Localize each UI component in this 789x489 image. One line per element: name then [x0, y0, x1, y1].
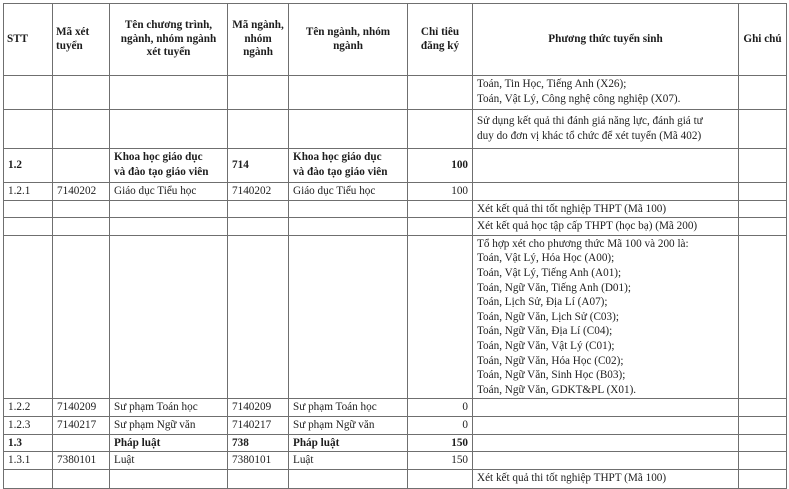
- cell-empty: [53, 110, 110, 149]
- combo-line: Toán, Lịch Sử, Địa Lí (A07);: [477, 296, 608, 309]
- table-row: [4, 149, 787, 183]
- header-ten-chuong-trinh: Tên chương trình, ngành, nhóm ngành xét tuyển: [110, 4, 228, 76]
- cell-note: [739, 434, 787, 452]
- cell-quota: 150: [408, 452, 473, 470]
- cell-note: [739, 218, 787, 236]
- cell-empty: [408, 110, 473, 149]
- cell-quota: 100: [408, 183, 473, 201]
- header-ghi-chu: Ghi chú: [739, 4, 787, 76]
- cell-empty: [289, 200, 408, 218]
- table-row: [4, 452, 787, 470]
- major-line: Khoa học giáo dục: [293, 151, 382, 163]
- combo-line: Toán, Ngữ Văn, GDKT&PL (X01).: [477, 383, 637, 396]
- cell-method: [473, 183, 739, 201]
- cell-empty: [289, 110, 408, 149]
- cell-stt: 1.2.2: [4, 399, 53, 417]
- cell-empty: [228, 110, 289, 149]
- major-line: và đào tạo giáo viên: [293, 165, 388, 178]
- cell-code: [53, 434, 110, 452]
- cell-major-code: 7140217: [228, 416, 289, 434]
- header-ma-xet-tuyen: Mã xét tuyển: [53, 4, 110, 76]
- cell-empty: [228, 470, 289, 489]
- combo-line: Toán, Ngữ Văn, Hóa Học (C02);: [477, 354, 624, 367]
- cell-empty: [53, 200, 110, 218]
- table-row: [4, 399, 787, 417]
- combo-line: Toán, Ngữ Văn, Vật Lý (C01);: [477, 339, 615, 352]
- cell-note: [739, 149, 787, 183]
- cell-note: [739, 110, 787, 149]
- cell-note: [739, 452, 787, 470]
- program-line: và đào tạo giáo viên: [114, 165, 209, 178]
- cell-stt: 1.2.1: [4, 183, 53, 201]
- cell-empty: [289, 218, 408, 236]
- table-row: [4, 416, 787, 434]
- cell-empty: [4, 110, 53, 149]
- header-ma-nganh: Mã ngành, nhóm ngành: [228, 4, 289, 76]
- cell-empty: [110, 218, 228, 236]
- cell-empty: [228, 235, 289, 399]
- method-line: Sử dụng kết quả thi đánh giá năng lực, đánh giá tư: [477, 115, 703, 127]
- cell-empty: [408, 200, 473, 218]
- cell-note: [739, 183, 787, 201]
- cell-empty: [228, 200, 289, 218]
- cell-method: Xét kết quả thi tốt nghiệp THPT (Mã 100): [473, 470, 739, 489]
- cell-major: Giáo dục Tiểu học: [289, 183, 408, 201]
- cell-empty: [110, 235, 228, 399]
- cell-empty: [110, 76, 228, 110]
- table-row: [4, 235, 787, 399]
- cell-code: 7140217: [53, 416, 110, 434]
- cell-empty: [289, 470, 408, 489]
- cell-stt: 1.2.3: [4, 416, 53, 434]
- cell-empty: [53, 76, 110, 110]
- cell-program: Giáo dục Tiểu học: [110, 183, 228, 201]
- cell-quota: 0: [408, 399, 473, 417]
- cell-major: Luật: [289, 452, 408, 470]
- cell-empty: [228, 218, 289, 236]
- cell-empty: [110, 110, 228, 149]
- combo-line: Toán, Ngữ Văn, Tiếng Anh (D01);: [477, 281, 631, 294]
- cell-empty: [408, 470, 473, 489]
- cell-stt: 1.3: [4, 434, 53, 452]
- cell-note: [739, 200, 787, 218]
- cell-empty: [4, 218, 53, 236]
- cell-major-code: 7140202: [228, 183, 289, 201]
- cell-major: Sư phạm Ngữ văn: [289, 416, 408, 434]
- table-row: [4, 110, 787, 149]
- cell-major-code: 7140209: [228, 399, 289, 417]
- cell-method: [473, 399, 739, 417]
- cell-empty: [53, 235, 110, 399]
- cell-program: [110, 149, 228, 183]
- admissions-table: [3, 3, 787, 489]
- cell-major-code: 738: [228, 434, 289, 452]
- table-row: [4, 218, 787, 236]
- combo-line: Toán, Ngữ Văn, Lịch Sử (C03);: [477, 310, 619, 323]
- cell-quota: 0: [408, 416, 473, 434]
- combo-line: Toán, Ngữ Văn, Địa Lí (C04);: [477, 325, 613, 338]
- cell-note: [739, 470, 787, 489]
- cell-code: 7140202: [53, 183, 110, 201]
- cell-program: Luật: [110, 452, 228, 470]
- combo-line: Toán, Ngữ Văn, Sinh Học (B03);: [477, 369, 626, 382]
- cell-method: [473, 110, 739, 149]
- cell-empty: [289, 235, 408, 399]
- cell-method: Xét kết quả học tập cấp THPT (học bạ) (Mã 200): [473, 218, 739, 236]
- cell-empty: [53, 470, 110, 489]
- cell-empty: [110, 200, 228, 218]
- cell-empty: [289, 76, 408, 110]
- cell-code: [53, 149, 110, 183]
- program-line: Khoa học giáo dục: [114, 151, 203, 163]
- cell-empty: [4, 235, 53, 399]
- method-line: Toán, Vật Lý, Công nghệ công nghiệp (X07).: [477, 92, 681, 105]
- cell-major-code: 7380101: [228, 452, 289, 470]
- cell-code: 7380101: [53, 452, 110, 470]
- cell-empty: [408, 218, 473, 236]
- cell-major: Pháp luật: [289, 434, 408, 452]
- combo-line: Toán, Vật Lý, Tiếng Anh (A01);: [477, 266, 622, 279]
- cell-code: 7140209: [53, 399, 110, 417]
- cell-empty: [53, 218, 110, 236]
- cell-method: [473, 149, 739, 183]
- cell-empty: [408, 76, 473, 110]
- cell-major-code: 714: [228, 149, 289, 183]
- cell-empty: [228, 76, 289, 110]
- table-row: [4, 183, 787, 201]
- cell-empty: [408, 235, 473, 399]
- method-line: Toán, Tin Học, Tiếng Anh (X26);: [477, 78, 627, 90]
- cell-empty: [4, 76, 53, 110]
- cell-major: [289, 149, 408, 183]
- header-row: [4, 4, 787, 76]
- combo-line: Toán, Vật Lý, Hóa Học (A00);: [477, 252, 615, 265]
- header-chi-tieu: Chỉ tiêu đăng ký: [408, 4, 473, 76]
- cell-program: Sư phạm Toán học: [110, 399, 228, 417]
- cell-method: [473, 76, 739, 110]
- cell-note: [739, 416, 787, 434]
- cell-method: [473, 434, 739, 452]
- cell-stt: 1.3.1: [4, 452, 53, 470]
- cell-empty: [110, 470, 228, 489]
- header-ten-nganh: Tên ngành, nhóm ngành: [289, 4, 408, 76]
- cell-quota: 100: [408, 149, 473, 183]
- cell-note: [739, 235, 787, 399]
- combo-line: Tổ hợp xét cho phương thức Mã 100 và 200 là:: [477, 237, 689, 250]
- cell-stt: 1.2: [4, 149, 53, 183]
- cell-method: [473, 452, 739, 470]
- cell-empty: [4, 470, 53, 489]
- header-phuong-thuc: Phương thức tuyển sinh: [473, 4, 739, 76]
- table-row: [4, 76, 787, 110]
- cell-note: [739, 399, 787, 417]
- cell-quota: 150: [408, 434, 473, 452]
- method-line: duy do đơn vị khác tổ chức để xét tuyển (Mã 402): [477, 129, 702, 142]
- cell-combos: [473, 235, 739, 399]
- cell-method: Xét kết quả thi tốt nghiệp THPT (Mã 100): [473, 200, 739, 218]
- header-stt: STT: [4, 4, 53, 76]
- cell-major: Sư phạm Toán học: [289, 399, 408, 417]
- cell-method: [473, 416, 739, 434]
- cell-program: Sư phạm Ngữ văn: [110, 416, 228, 434]
- cell-program: Pháp luật: [110, 434, 228, 452]
- cell-note: [739, 76, 787, 110]
- table-row: [4, 470, 787, 489]
- table-row: [4, 434, 787, 452]
- table-row: [4, 200, 787, 218]
- cell-empty: [4, 200, 53, 218]
